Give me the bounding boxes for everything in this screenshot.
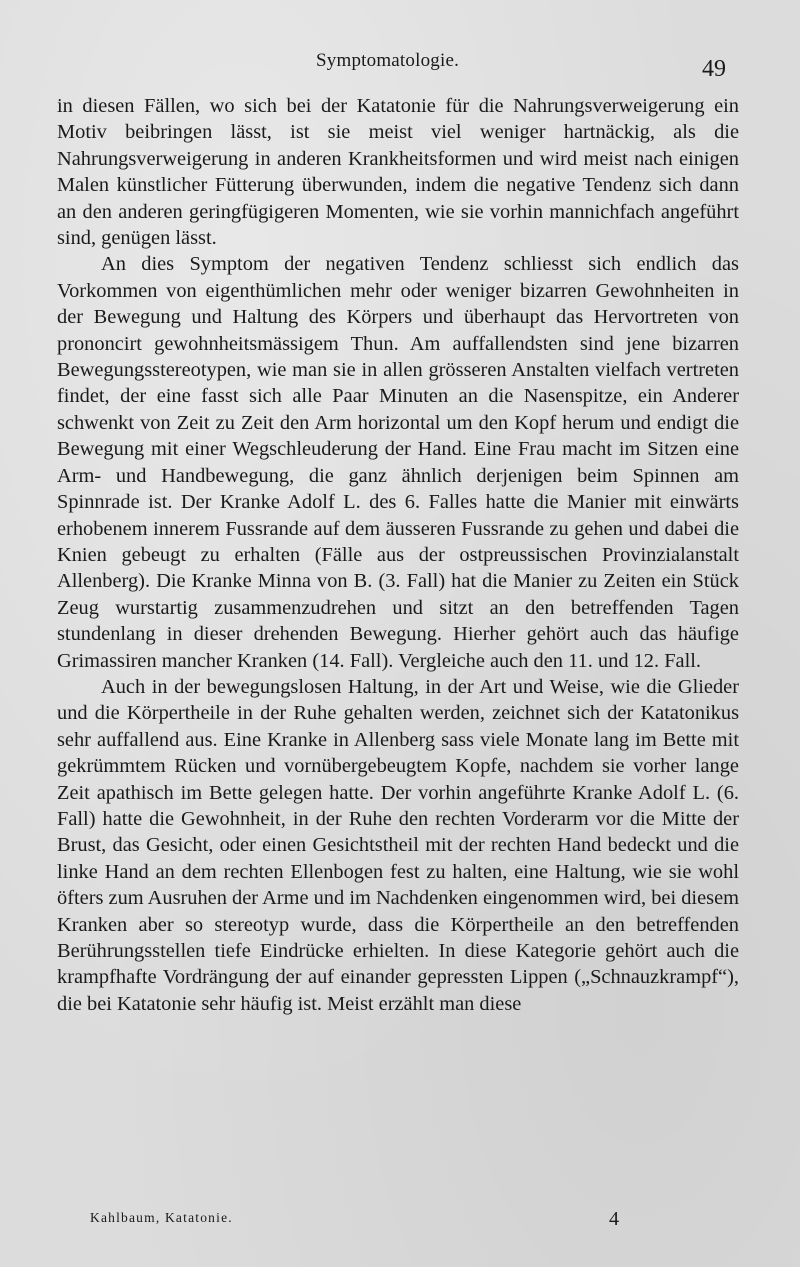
running-title: Symptomatologie. (316, 50, 460, 71)
paragraph-continuation: in diesen Fällen, wo sich bei der Katatonie für die Nahrungsverweigerung ein Motiv beibringen lässt, ist sie meist viel weniger hartnäckig, als die Nahrungsverweigerung in anderen Krankheitsformen und wird meist nach einigen Malen künstlicher Fütterung überwunden, indem die negative Tendenz sich dann an den anderen geringfügigeren Momenten, wie sie vorhin mannichfach angeführt sind, genügen lässt. (57, 95, 739, 250)
sheet-number: 4 (609, 1208, 619, 1230)
page-number: 49 (702, 56, 726, 82)
running-head (0, 50, 800, 80)
page-footer (0, 1208, 800, 1238)
body-text (57, 93, 739, 1017)
paragraph-bizarre-habits: An dies Symptom der negativen Tendenz schliesst sich endlich das Vorkommen von eigenthümlichen mehr oder weniger bizarren Gewohnheiten in der Bewegung und Haltung des Körpers und überhaupt das Hervortreten von prononcirt gewohnheitsmässigem Thun. Am auffallendsten sind jene bizarren Bewegungsstereotypen, wie man sie in allen grösseren Anstalten vielfach vertreten findet, der eine fasst sich alle Paar Minuten an die Nasenspitze, ein Anderer schwenkt von Zeit zu Zeit den Arm horizontal um den Kopf herum und endigt die Bewegung mit einer Wegschleuderung der Hand. Eine Frau macht im Sitzen eine Arm- und Handbewegung, die ganz ähnlich derjenigen beim Spinnen am Spinnrade ist. Der Kranke Adolf L. des 6. Falles hatte die Manier mit einwärts erhobenem innerem Fussrande auf dem äusseren Fussrande zu gehen und dabei die Knien gebeugt zu erhalten (Fälle aus der ostpreussischen Provinzialanstalt Allenberg). Die Kranke Minna von B. (3. Fall) hat die Manier zu Zeiten ein Stück Zeug wurstartig zusammenzudrehen und sitzt an den betreffenden Tagen stundenlang in dieser drehenden Bewegung. Hierher gehört auch das häufige Grimassiren mancher Kranken (14. Fall). Vergleiche auch den 11. und 12. Fall. (57, 253, 739, 672)
paragraph-motionless-posture: Auch in der bewegungslosen Haltung, in der Art und Weise, wie die Glieder und die Körpertheile in der Ruhe gehalten werden, zeichnet sich der Katatonikus sehr auffallend aus. Eine Kranke in Allenberg sass viele Monate lang im Bette mit gekrümmtem Rücken und vornübergebeugtem Kopfe, nachdem sie vorher lange Zeit apathisch im Bette gelegen hatte. Der vorhin angeführte Kranke Adolf L. (6. Fall) hatte die Gewohnheit, in der Ruhe den rechten Vorderarm vor die Mitte der Brust, das Gesicht, oder einen Gesichtstheil mit der rechten Hand bedeckt und die linke Hand an dem rechten Ellenbogen fest zu halten, eine Haltung, wie sie wohl öfters zum Ausruhen der Arme und im Nachdenken eingenommen wird, bei diesem Kranken aber so stereotyp wurde, dass die Körpertheile an den betreffenden Berührungsstellen tiefe Eindrücke erhielten. In diese Kategorie gehört auch die krampfhafte Vordrängung der auf einander gepressten Lippen („Schnauzkrampf“), die bei Katatonie sehr häufig ist. Meist erzählt man diese (57, 675, 739, 1015)
signature-mark: Kahlbaum, Katatonie. (90, 1210, 233, 1225)
